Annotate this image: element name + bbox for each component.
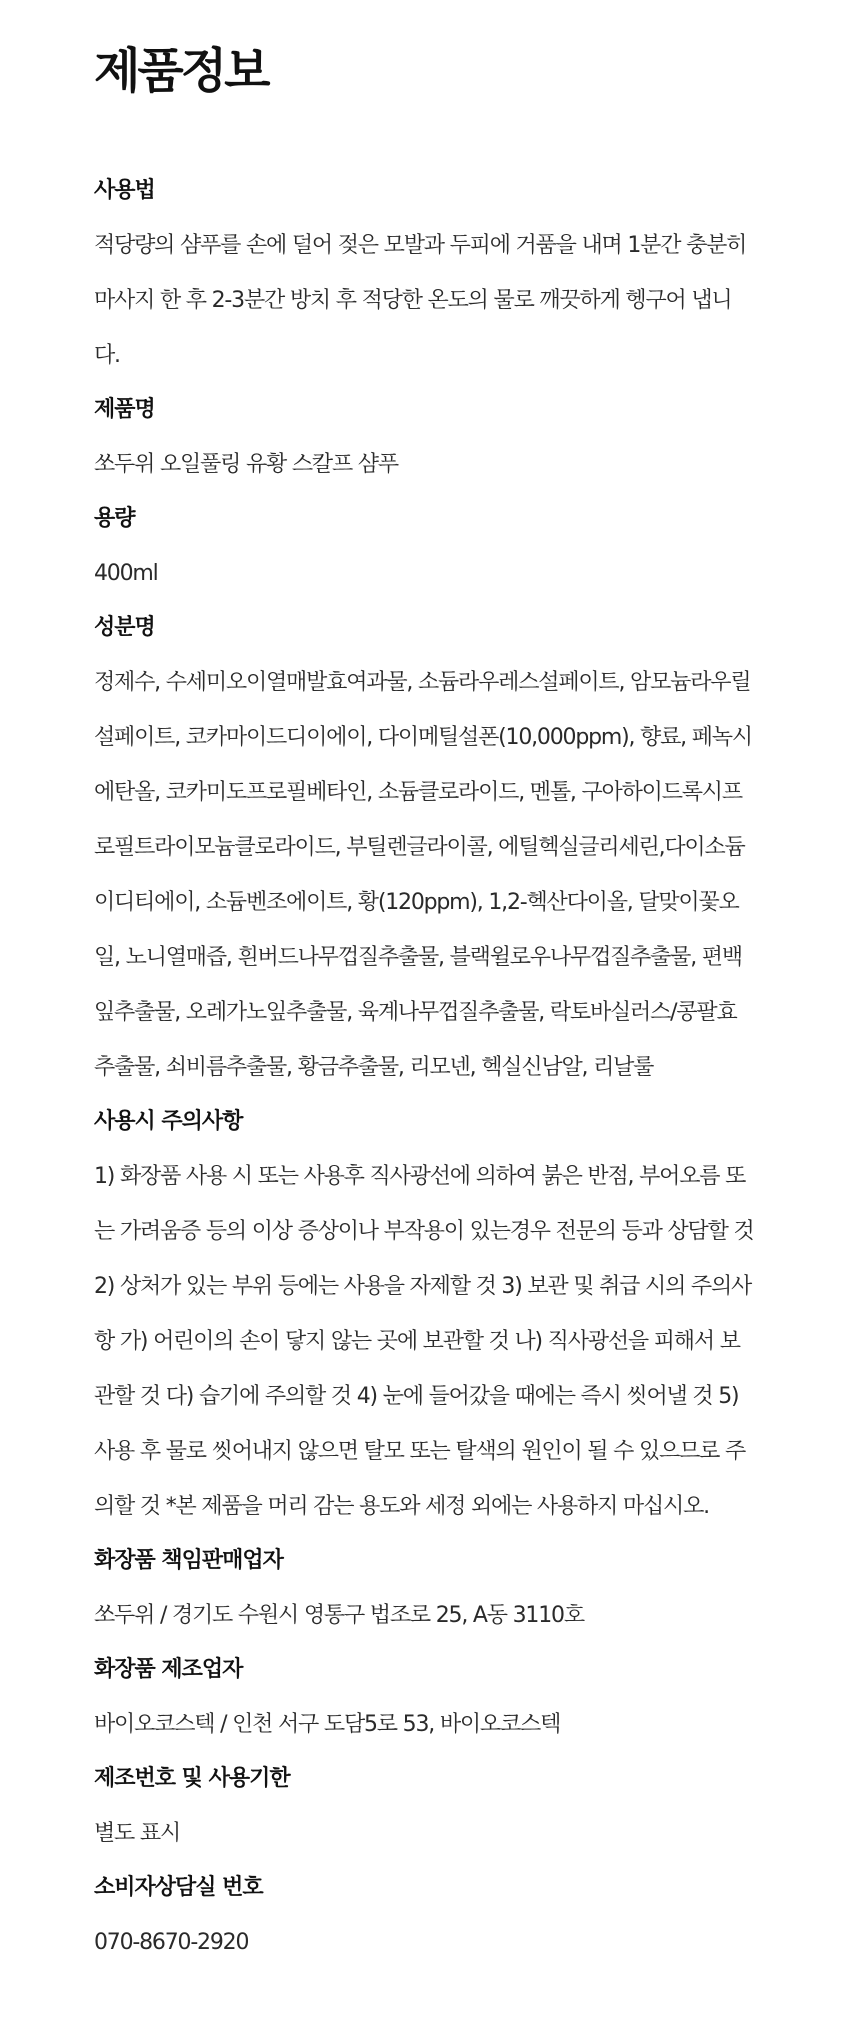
section-text-product-name: 쏘두위 오일풀링 유황 스칼프 샴푸 — [94, 452, 398, 477]
section-label-distributor: 화장품 책임판매업자 — [94, 1548, 283, 1573]
section-text-lot-expiry: 별도 표시 — [94, 1821, 181, 1846]
section-label-ingredients: 성분명 — [94, 615, 155, 640]
section-text-volume: 400ml — [94, 561, 158, 586]
section-label-precautions: 사용시 주의사항 — [94, 1109, 243, 1134]
section-usage — [94, 164, 756, 383]
section-label-usage: 사용법 — [94, 178, 155, 203]
product-info-sections — [94, 164, 756, 1970]
section-customer-service — [94, 1861, 756, 1970]
section-label-lot-expiry: 제조번호 및 사용기한 — [94, 1766, 290, 1791]
section-label-customer-service: 소비자상담실 번호 — [94, 1875, 263, 1900]
section-product-name — [94, 383, 756, 492]
section-volume — [94, 492, 756, 601]
section-text-customer-service: 070-8670-2920 — [94, 1930, 249, 1955]
section-label-volume: 용량 — [94, 506, 135, 531]
section-ingredients — [94, 601, 756, 1095]
page-title: 제품정보 — [94, 43, 268, 99]
section-text-precautions: 1) 화장품 사용 시 또는 사용후 직사광선에 의하여 붉은 반점, 부어오름 또는 가려움증 등의 이상 증상이나 부작용이 있는경우 전문의 등과 상담할 것 2) 상처가 있는 부위 등에는 사용을 자제할 것 3) 보관 및 취급 시의 주의사항 가) 어린이의 손이 닿지 않는 곳에 보관할 것 나) 직사광선을 피해서 보관할 것 다) 습기에 주의할 것 4) 눈에 들어갔을 때에는 즉시 씻어낼 것 5) 사용 후 물로 씻어내지 않으면 탈모 또는 탈색의 원인이 될 수 있으므로 주의할 것 *본 제품을 머리 감는 용도와 세정 외에는 사용하지 마십시오. — [94, 1164, 754, 1519]
section-manufacturer — [94, 1643, 756, 1752]
section-text-ingredients: 정제수, 수세미오이열매발효여과물, 소듐라우레스설페이트, 암모늄라우릴설페이트, 코카마이드디이에이, 다이메틸설폰(10,000ppm), 향료, 페녹시에탄올, 코카미도프로필베타인, 소듐클로라이드, 멘톨, 구아하이드록시프로필트라이모늄클로라이드, 부틸렌글라이콜, 에틸헥실글리세린,다이소듐이디티에이, 소듐벤조에이트, 황(120ppm), 1,2-헥산다이올, 달맞이꽃오일, 노니열매즙, 흰버드나무껍질추출물, 블랙윌로우나무껍질추출물, 편백잎추출물, 오레가노잎추출물, 육계나무껍질추출물, 락토바실러스/콩팔효추출물, 쇠비름추출물, 황금추출물, 리모넨, 헥실신남알, 리날룰 — [94, 670, 752, 1080]
section-text-usage: 적당량의 샴푸를 손에 덜어 젖은 모발과 두피에 거품을 내며 1분간 충분히 마사지 한 후 2-3분간 방치 후 적당한 온도의 물로 깨끗하게 헹구어 냅니다. — [94, 233, 747, 368]
section-precautions — [94, 1095, 756, 1534]
section-text-distributor: 쏘두위 / 경기도 수원시 영통구 법조로 25, A동 3110호 — [94, 1603, 584, 1628]
section-text-manufacturer: 바이오코스텍 / 인천 서구 도담5로 53, 바이오코스텍 — [94, 1712, 561, 1737]
section-label-product-name: 제품명 — [94, 397, 155, 422]
section-distributor — [94, 1534, 756, 1643]
section-lot-expiry — [94, 1752, 756, 1861]
section-label-manufacturer: 화장품 제조업자 — [94, 1657, 243, 1682]
